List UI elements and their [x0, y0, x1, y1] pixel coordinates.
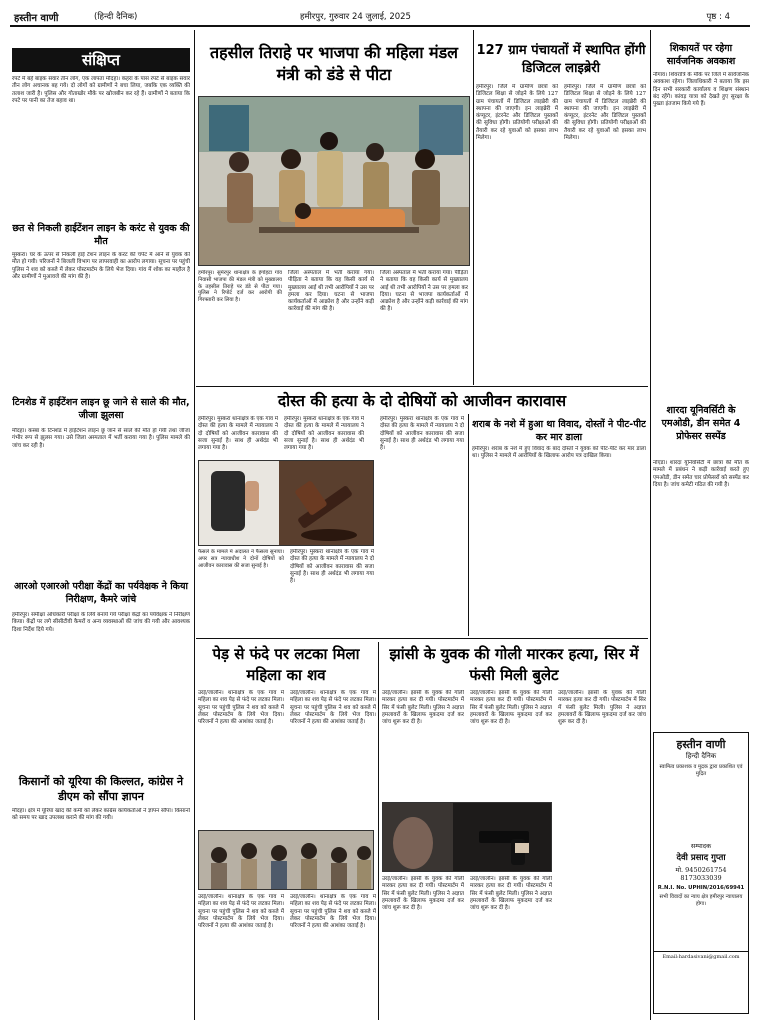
section-title: संक्षिप्त — [82, 51, 120, 69]
masthead-mobile-2: 8173033039 — [680, 874, 722, 882]
jhansi-headline: झांसी के युवक की गोली मारकर हत्या, सिर में फंसी मिली बुलेट — [389, 645, 639, 684]
page-header — [10, 8, 750, 24]
left-story-5-text: मौदहा। क्षेत्र में यूरिया खाद की कमी को लेकर कांग्रेस कार्यकर्ताओं ने ज्ञापन सौंपा। किसानों को समय पर खाद उपलब्ध कराने की मांग की गयी। — [12, 808, 190, 822]
left-story-4-headline: आरओ एआरओ परीक्षा केंद्रों का पर्यवेक्षक ने किया निरीक्षण, कैमरे जांचे — [14, 581, 188, 605]
murder-text-col-3: हमीरपुर। मुस्करा थानाक्षेत्र के एक गांव में दोस्त की हत्या के मामले में न्यायालय ने दो दोषियों को आजीवन कारावास की सजा सुनाई है। साथ ही अर्थदंड भी लगाया गया है। — [290, 549, 374, 585]
page-number: पृष्ठ : 4 — [706, 12, 730, 22]
tree-text-col-4: उरई/जालौन। थानाक्षेत्र के एक गांव में महिला का शव पेड़ से फंदे पर लटका मिला। सूचना पर पहुंची पुलिस ने शव को कब्जे में लेकर पोस्टमार्टम के लिये भेज दिया। परिजनों ने हत्या की आशंका जताई है। — [290, 894, 376, 930]
murder-text-col-4: हमीरपुर। मुस्करा थानाक्षेत्र के एक गांव में दोस्त की हत्या के मामले में न्यायालय ने दो दोषियों को आजीवन कारावास की सजा सुनाई है। साथ ही अर्थदंड भी लगाया गया है। — [380, 416, 464, 452]
col-divider-right — [650, 30, 651, 1020]
masthead-editor-label: सम्पादक — [690, 842, 712, 850]
mid-rule-2 — [196, 638, 648, 639]
section-banner — [12, 48, 190, 72]
gun-photo — [382, 802, 552, 872]
murder-headline: दोस्त की हत्या के दो दोषियों को आजीवन कारावास — [277, 392, 567, 410]
masthead-type: हिन्दी दैनिक — [685, 752, 717, 760]
lead-photo-image — [199, 97, 470, 266]
masthead-email: Email:hardasivani@gmail.com — [654, 951, 748, 960]
masthead-info: स्वामित्व प्रकाशक व मुद्रक द्वारा प्रकाशित एवं मुद्रित — [659, 764, 743, 777]
library-headline: 127 ग्राम पंचायतों में स्थापित होंगी डिजिटल लाइब्रेरी — [476, 43, 646, 76]
lead-photo-caption: हमीरपुर। सुमेरपुर थानाक्षेत्र के इंगोहटा गांव निवासी भाजपा की मंडल मंत्री को मुख्यालय के तहसील तिराहे पर डंडे से पीटा गया। पुलिस ने रिपोर्ट दर्ज कर आरोपी की गिरफ्तारी कर लिया है। — [198, 270, 282, 304]
tree-photo — [198, 830, 374, 890]
left-story-4-text: हमीरपुर। समीक्षा अधिकारी परीक्षा के लिये बनाये गये परीक्षा केंद्रों का पर्यवेक्षक ने निरीक्षण किया। केंद्रों पर लगे सीसीटीवी कैमरों व अन्य व्यवस्थाओं की जांच की गयी और आवश्यक दिशा निर्देश दिये गये। — [12, 612, 190, 633]
gun-image — [383, 803, 552, 872]
jhansi-text-col-5: उरई/जालौन। झांसी के युवक की गोली मारकर हत्या कर दी गयी। पोस्टमार्टम में सिर में फंसी बुलेट मिली। पुलिस ने अज्ञात हमलावरों के खिलाफ मुकदमा दर्ज कर जांच शुरू कर दी है। — [470, 876, 552, 912]
masthead-footer: सभी विवादों का न्याय क्षेत्र हमीरपुर न्यायालय होगा। — [659, 894, 743, 907]
left-story-5-headline: किसानों को यूरिया की किल्लत, कांग्रेस ने डीएम को सौंपा ज्ञापन — [18, 775, 184, 803]
jhansi-text-col-4: उरई/जालौन। झांसी के युवक की गोली मारकर हत्या कर दी गयी। पोस्टमार्टम में सिर में फंसी बुलेट मिली। पुलिस ने अज्ञात हमलावरों के खिलाफ मुकदमा दर्ज कर जांच शुरू कर दी है। — [382, 876, 464, 912]
col-divider-left — [194, 30, 195, 1020]
lead-photo — [198, 96, 470, 266]
murder-photo-caption: फैसले के मामले में अदालत ने फैसला सुनाया। अपर सत्र न्यायाधीश ने दोनों दोषियों को आजीवन कारावास की सजा सुनाई है। — [198, 549, 284, 569]
left-story-2-text: मुस्करा। घर के ऊपर से निकली हाई टेंशन लाइन के करंट की चपेट में आने से युवक की मौत हो गयी। परिजनों ने बिजली विभाग पर लापरवाही का आरोप लगाया। सूचना पर पहुंची पुलिस ने शव को कब्जे में लेकर पोस्टमार्टम के लिये भेज दिया। गांव में शोक का माहौल है और ग्रामीणों ने मुआवजे की मांग की है। — [12, 252, 190, 280]
lead-text-col-3: जिला अस्पताल में भर्ती कराया गया। पीड़िता ने बताया कि वह किसी कार्य से मुख्यालय आई थी तभी आरोपियों ने उस पर हमला कर दिया। घटना से भाजपा कार्यकर्ताओं में आक्रोश है और उन्होंने कड़ी कार्रवाई की मांग की है। — [380, 270, 468, 313]
right-story-1-text: नौगांव। शिवरात्रि के मौके पर जिले में सार्वजनिक अवकाश रहेगा। जिलाधिकारी ने बताया कि इस दिन सभी सरकारी कार्यालय व शिक्षण संस्थान बंद रहेंगे। कांवड़ यात्रा को देखते हुए सुरक्षा के पुख्ता इंतजाम किये गये हैं। — [653, 72, 749, 108]
masthead-mobile-1: मो. 9450261754 — [675, 866, 727, 874]
gavel-image — [199, 461, 374, 546]
col-divider-liquor — [468, 414, 469, 636]
left-story-1: रपटे में बहे बाइक सवार तीन लोग, एक लापता मौदहा। कहरा के पास रपटे से बाइक सवार तीन लोग अचानक बह गये। दो लोगों को ग्रामीणों ने बचा लिया, जबकि एक व्यक्ति की तलाश जारी है। पुलिस और गोताखोर मौके पर खोजबीन कर रहे हैं। ग्रामीणों ने बताया कि रपटे पर पानी का तेज बहाव था। — [12, 76, 190, 104]
tree-text-col-3: उरई/जालौन। थानाक्षेत्र के एक गांव में महिला का शव पेड़ से फंदे पर लटका मिला। सूचना पर पहुंची पुलिस ने शव को कब्जे में लेकर पोस्टमार्टम के लिये भेज दिया। परिजनों ने हत्या की आशंका जताई है। — [198, 894, 284, 930]
liquor-headline: शराब के नशे में हुआ था विवाद, दोस्तों ने पीट-पीट कर मार डाला — [472, 419, 646, 443]
right-story-2-text: नोएडा। शारदा यूनिवर्सिटी में छात्रा की मौत के मामले में प्रबंधन ने कड़ी कार्रवाई करते हुए एमओडी, डीन समेत चार प्रोफेसरों को सस्पेंड कर दिया है। जांच कमेटी गठित की गयी है। — [653, 460, 749, 488]
right-story-1-headline: शिकायतें पर रहेगा सार्वजनिक अवकाश — [666, 43, 736, 67]
header-rule — [10, 25, 750, 27]
lead-headline: तहसील तिराहे पर भाजपा की महिला मंडल मंत्री को डंडे से पीटा — [209, 43, 459, 84]
left-story-2-headline: छत से निकली हाईटेंशन लाइन के करंट से युवक की मौत — [12, 223, 190, 247]
tree-text-col-1: उरई/जालौन। थानाक्षेत्र के एक गांव में महिला का शव पेड़ से फंदे पर लटका मिला। सूचना पर पहुंची पुलिस ने शव को कब्जे में लेकर पोस्टमार्टम के लिये भेज दिया। परिजनों ने हत्या की आशंका जताई है। — [198, 690, 284, 726]
library-text-col-2: हमीरपुर। जिले में ग्रामीण छात्रों को डिजिटल शिक्षा से जोड़ने के लिये 127 ग्राम पंचायतों में डिजिटल लाइब्रेरी की स्थापना की जाएगी। इन लाइब्रेरी में कंप्यूटर, इंटरनेट और डिजिटल पुस्तकों की सुविधा होगी। प्रतियोगी परीक्षाओं की तैयारी कर रहे युवाओं को इसका लाभ मिलेगा। — [564, 84, 646, 142]
murder-text-col-2: हमीरपुर। मुस्करा थानाक्षेत्र के एक गांव में दोस्त की हत्या के मामले में न्यायालय ने दो दोषियों को आजीवन कारावास की सजा सुनाई है। साथ ही अर्थदंड भी लगाया गया है। — [284, 416, 364, 452]
left-story-3-headline: टिनशेड में हाईटेंशन लाइन छू जाने से साले की मौत, जीजा झुलसा — [12, 397, 190, 421]
dateline: हमीरपुर, गुरुवार 24 जुलाई, 2025 — [300, 12, 411, 22]
library-text-col-1: हमीरपुर। जिले में ग्रामीण छात्रों को डिजिटल शिक्षा से जोड़ने के लिये 127 ग्राम पंचायतों में डिजिटल लाइब्रेरी की स्थापना की जाएगी। इन लाइब्रेरी में कंप्यूटर, इंटरनेट और डिजिटल पुस्तकों की सुविधा होगी। प्रतियोगी परीक्षाओं की तैयारी कर रहे युवाओं को इसका लाभ मिलेगा। — [476, 84, 558, 142]
tree-image — [199, 831, 374, 890]
masthead-box — [653, 732, 749, 1014]
tree-text-col-2: उरई/जालौन। थानाक्षेत्र के एक गांव में महिला का शव पेड़ से फंदे पर लटका मिला। सूचना पर पहुंची पुलिस ने शव को कब्जे में लेकर पोस्टमार्टम के लिये भेज दिया। परिजनों ने हत्या की आशंका जताई है। — [290, 690, 376, 726]
tree-headline: पेड़ से फंदे पर लटका मिला महिला का शव — [212, 645, 360, 684]
right-story-2-headline: शारदा यूनिवर्सिटी के एमओडी, डीन समेत 4 प्रोफेसर सस्पेंड — [661, 405, 741, 442]
jhansi-text-col-1: उरई/जालौन। झांसी के युवक की गोली मारकर हत्या कर दी गयी। पोस्टमार्टम में सिर में फंसी बुलेट मिली। पुलिस ने अज्ञात हमलावरों के खिलाफ मुकदमा दर्ज कर जांच शुरू कर दी है। — [382, 690, 464, 726]
paper-name: हस्तीन वाणी — [14, 13, 59, 24]
masthead-editor-name: देवी प्रसाद गुप्ता — [676, 853, 726, 863]
col-divider-tree — [378, 642, 379, 1020]
masthead-rni: R.N.I. No. UPHIN/2016/69941 — [657, 885, 745, 891]
col-divider-library — [473, 30, 474, 385]
murder-text-col-1: हमीरपुर। मुस्करा थानाक्षेत्र के एक गांव में दोस्त की हत्या के मामले में न्यायालय ने दो दोषियों को आजीवन कारावास की सजा सुनाई है। साथ ही अर्थदंड भी लगाया गया है। — [198, 416, 278, 452]
jhansi-text-col-2: उरई/जालौन। झांसी के युवक की गोली मारकर हत्या कर दी गयी। पोस्टमार्टम में सिर में फंसी बुलेट मिली। पुलिस ने अज्ञात हमलावरों के खिलाफ मुकदमा दर्ज कर जांच शुरू कर दी है। — [470, 690, 552, 726]
mid-rule-1 — [196, 386, 648, 387]
jhansi-text-col-3: उरई/जालौन। झांसी के युवक की गोली मारकर हत्या कर दी गयी। पोस्टमार्टम में सिर में फंसी बुलेट मिली। पुलिस ने अज्ञात हमलावरों के खिलाफ मुकदमा दर्ज कर जांच शुरू कर दी है। — [558, 690, 646, 726]
paper-type: (हिन्दी दैनिक) — [94, 12, 138, 22]
liquor-text: हमीरपुर। शराब के नशे में हुए विवाद के बाद दोस्तों ने युवक को पीट-पीट कर मार डाला था। पुलिस ने मामले में आरोपियों के खिलाफ आरोप पत्र दाखिल किया। — [472, 446, 646, 460]
lead-text-col-2: जिला अस्पताल में भर्ती कराया गया। पीड़िता ने बताया कि वह किसी कार्य से मुख्यालय आई थी तभी आरोपियों ने उस पर हमला कर दिया। घटना से भाजपा कार्यकर्ताओं में आक्रोश है और उन्होंने कड़ी कार्रवाई की मांग की है। — [288, 270, 374, 313]
left-story-3-text: मौदहा। कस्बा के टिनशेड में हाईटेंशन लाइन छू जाने से साले की मौत हो गयी तथा जीजा गंभीर रूप से झुलस गया। उसे जिला अस्पताल में भर्ती कराया गया है। पुलिस मामले की जांच कर रही है। — [12, 428, 190, 449]
gavel-photo — [198, 460, 374, 546]
masthead-name: हस्तीन वाणी — [676, 738, 726, 751]
